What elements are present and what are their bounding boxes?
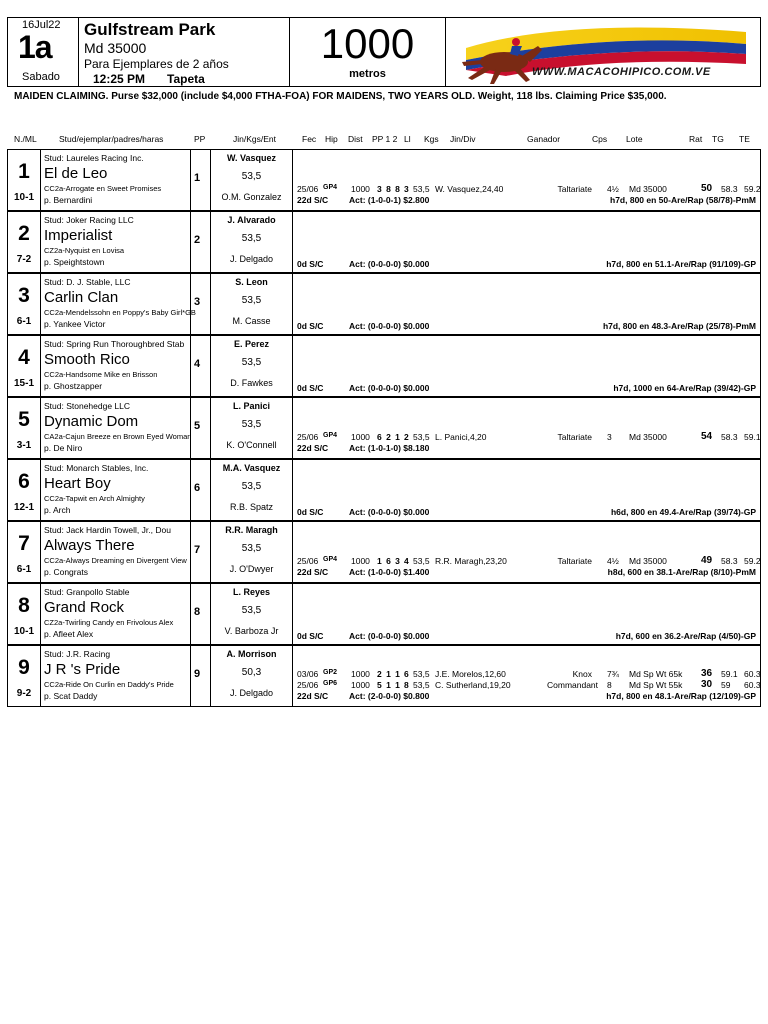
race-finish: 8 <box>404 680 409 690</box>
race-date: 25/06 <box>297 680 319 690</box>
jockey-cell <box>211 150 293 210</box>
past-performance-cell <box>293 646 760 706</box>
race-lote: Md 35000 <box>629 432 667 442</box>
summary-line <box>297 195 756 206</box>
col-kgs: Kgs <box>424 134 439 144</box>
stud-name: Stud: Laureles Racing Inc. <box>44 153 144 163</box>
pedigree: CC2a-Ride On Curlin en Daddy's Pride <box>44 680 174 689</box>
race-winner: Commandant <box>547 680 599 690</box>
horse-info-cell <box>41 460 191 520</box>
race-calls: 3 8 8 <box>377 184 401 194</box>
race-te: 59.1 <box>744 432 761 442</box>
breeder: p. Congrats <box>44 567 88 577</box>
horse-info-cell <box>41 584 191 644</box>
post-position-cell <box>191 212 211 272</box>
summary-line <box>297 631 756 642</box>
col-rat: Rat <box>689 134 703 144</box>
jockey-name: J. Alvarado <box>227 215 276 225</box>
race-cps: 7¾ <box>607 669 619 679</box>
race-number: 1a <box>18 29 52 65</box>
race-line <box>297 183 761 195</box>
jockey-name: R.R. Maragh <box>225 525 278 535</box>
post-position-cell <box>191 646 211 706</box>
weight-kgs: 53,5 <box>241 295 262 306</box>
pedigree: CZ2a-Nyquist en Lovisa <box>44 246 125 255</box>
past-performance-cell <box>293 150 760 210</box>
breeder: p. Bernardini <box>44 195 93 205</box>
summary-line <box>297 507 756 518</box>
weight-kgs: 53,5 <box>241 419 262 430</box>
days-off: 0d S/C <box>297 507 324 517</box>
post-position: 4 <box>194 358 201 370</box>
days-off: 22d S/C <box>297 691 329 701</box>
stud-name: Stud: Jack Hardin Towell, Jr., Dou <box>44 525 171 535</box>
horse-info-cell <box>41 150 191 210</box>
race-day: Sabado <box>22 71 60 83</box>
race-te: 60.3 <box>744 669 761 679</box>
race-date: 16Jul22 <box>22 19 61 31</box>
workout: h7d, 800 en 48.1-Are/Rap (12/109)-GP <box>606 691 756 701</box>
days-off: 0d S/C <box>297 321 324 331</box>
race-dist: 1000 <box>351 432 370 442</box>
race-kgs: 53,5 <box>413 432 430 442</box>
activity-record: Act: (1-0-1-0) $8.180 <box>349 443 430 453</box>
stud-name: Stud: Spring Run Thoroughbred Stab <box>44 339 185 349</box>
trainer-name: O.M. Gonzalez <box>221 192 282 202</box>
program-cell <box>8 646 41 706</box>
trainer-name: K. O'Connell <box>226 440 277 450</box>
days-off: 22d S/C <box>297 567 329 577</box>
program-cell <box>8 212 41 272</box>
activity-record: Act: (0-0-0-0) $0.000 <box>349 383 430 393</box>
summary-line <box>297 383 756 394</box>
race-te: 59.2 <box>744 556 761 566</box>
horse-name: El de Leo <box>44 165 108 182</box>
morning-line-odds: 9-2 <box>16 688 32 699</box>
horse-row <box>7 645 761 707</box>
post-position: 1 <box>194 172 201 184</box>
breeder: p. Afleet Alex <box>44 629 94 639</box>
past-performance-cell <box>293 522 760 582</box>
trainer-name: M. Casse <box>232 316 271 326</box>
logo-url: WWW.MACACOHIPICO.COM.VE <box>532 66 711 78</box>
days-off: 22d S/C <box>297 443 329 453</box>
weight-kgs: 53,5 <box>241 357 262 368</box>
race-calls: 2 1 1 <box>377 669 401 679</box>
col-cps: Cps <box>592 134 608 144</box>
race-dist: 1000 <box>351 680 370 690</box>
program-number: 9 <box>18 656 30 679</box>
race-tg: 59.1 <box>721 669 738 679</box>
summary-line <box>297 259 756 270</box>
race-tg: 58.3 <box>721 432 738 442</box>
race-dist: 1000 <box>351 556 370 566</box>
race-kgs: 53,5 <box>413 184 430 194</box>
col-winner: Ganador <box>527 134 561 144</box>
jockey-cell <box>211 212 293 272</box>
jockey-name: S. Leon <box>235 277 268 287</box>
col-ll: Ll <box>404 134 411 144</box>
race-cps: 4½ <box>607 556 619 566</box>
horse-info-cell <box>41 646 191 706</box>
horse-row <box>7 335 761 397</box>
past-performance-cell <box>293 274 760 334</box>
post-position: 5 <box>194 420 201 432</box>
race-winner: Taltariate <box>557 184 592 194</box>
pedigree: CC2a-Handsome Mike en Brisson <box>44 370 158 379</box>
race-track: GP6 <box>323 680 338 687</box>
trainer-name: V. Barboza Jr <box>224 626 279 636</box>
post-position-cell <box>191 522 211 582</box>
race-kgs: 53,5 <box>413 556 430 566</box>
morning-line-odds: 6-1 <box>16 316 32 327</box>
post-position-cell <box>191 336 211 396</box>
program-number: 1 <box>18 160 30 183</box>
workout: h7d, 800 en 51.1-Are/Rap (91/109)-GP <box>606 259 756 269</box>
horse-name: Always There <box>44 537 135 554</box>
breeder: p. De Niro <box>44 443 83 453</box>
program-number: 6 <box>18 470 30 493</box>
race-cps: 8 <box>607 680 612 690</box>
col-jin-div: Jin/Div <box>450 134 476 144</box>
program-number: 2 <box>18 222 30 245</box>
race-lote: Md 35000 <box>629 556 667 566</box>
program-number: 3 <box>18 284 30 307</box>
workout: h8d, 600 en 38.1-Are/Rap (8/10)-PmM <box>607 567 756 577</box>
horse-info-cell <box>41 522 191 582</box>
race-calls: 5 1 1 <box>377 680 401 690</box>
horse-info-cell <box>41 398 191 458</box>
morning-line-odds: 12-1 <box>13 502 34 513</box>
trainer-name: R.B. Spatz <box>229 502 274 512</box>
race-winner: Taltariate <box>557 432 592 442</box>
jockey-name: E. Perez <box>233 339 270 349</box>
race-jockey-div: W. Vasquez,24,40 <box>435 184 504 194</box>
trainer-name: J. Delgado <box>229 254 274 264</box>
race-rat: 50 <box>701 183 713 194</box>
race-cps: 3 <box>607 432 612 442</box>
activity-record: Act: (0-0-0-0) $0.000 <box>349 631 430 641</box>
pedigree: CA2a-Cajun Breeze en Brown Eyed Woman <box>44 432 192 441</box>
program-cell <box>8 522 41 582</box>
activity-record: Act: (1-0-0-1) $2.800 <box>349 195 430 205</box>
race-line <box>297 431 761 443</box>
jockey-cell <box>211 336 293 396</box>
jockey-cell <box>211 460 293 520</box>
days-off: 22d S/C <box>297 195 329 205</box>
workout: h6d, 800 en 49.4-Are/Rap (39/74)-GP <box>610 507 756 517</box>
post-position-cell <box>191 460 211 520</box>
past-performance-cell <box>293 398 760 458</box>
post-position-cell <box>191 398 211 458</box>
race-info-cell <box>79 18 290 86</box>
horse-name: J R 's Pride <box>44 661 121 678</box>
weight-kgs: 53,5 <box>241 171 262 182</box>
col-lote: Lote <box>626 134 643 144</box>
race-conditions: Para Ejemplares de 2 años <box>84 57 229 71</box>
race-track: GP4 <box>323 556 338 563</box>
col-te: TE <box>739 134 750 144</box>
workout: h7d, 800 en 48.3-Are/Rap (25/78)-PmM <box>602 321 756 331</box>
jockey-cell <box>211 522 293 582</box>
post-position: 9 <box>194 668 201 680</box>
claiming-level: Md 35000 <box>84 40 147 56</box>
workout: h7d, 800 en 50-Are/Rap (58/78)-PmM <box>610 195 756 205</box>
weight-kgs: 50,3 <box>241 667 262 678</box>
race-description: MAIDEN CLAIMING. Purse $32,000 (include $4,000 FTHA-FOA) FOR MAIDENS, TWO YEARS OLD. Weight, 118 lbs. Claiming Price $35,000. <box>14 91 667 102</box>
stud-name: Stud: Monarch Stables, Inc. <box>44 463 149 473</box>
race-dist: 1000 <box>351 184 370 194</box>
race-lote: Md Sp Wt 65k <box>629 669 683 679</box>
horse-row <box>7 521 761 583</box>
race-id-cell <box>8 18 79 86</box>
past-performance-cell <box>293 336 760 396</box>
horse-row <box>7 211 761 273</box>
horse-name: Dynamic Dom <box>44 413 139 430</box>
stud-name: Stud: Stonehedge LLC <box>44 401 131 411</box>
program-number: 7 <box>18 532 30 555</box>
breeder: p. Speightstown <box>44 257 105 267</box>
pedigree: CC2a-Mendelssohn en Poppy's Baby Girl*GB <box>44 308 196 317</box>
past-performance-cell <box>293 212 760 272</box>
post-position: 7 <box>194 544 201 556</box>
race-kgs: 53,5 <box>413 669 430 679</box>
program-cell <box>8 460 41 520</box>
race-finish: 4 <box>404 556 409 566</box>
program-cell <box>8 150 41 210</box>
jockey-name: L. Reyes <box>232 587 271 597</box>
col-num-ml: N./ML <box>14 134 37 144</box>
program-cell <box>8 274 41 334</box>
summary-line <box>297 321 756 332</box>
race-kgs: 53,5 <box>413 680 430 690</box>
weight-kgs: 53,5 <box>241 605 262 616</box>
col-tg: TG <box>712 134 724 144</box>
logo-cell <box>446 18 760 86</box>
race-finish: 2 <box>404 432 409 442</box>
race-date: 25/06 <box>297 556 319 566</box>
program-cell <box>8 336 41 396</box>
workout: h7d, 600 en 36.2-Are/Rap (4/50)-GP <box>615 631 756 641</box>
race-tg: 59 <box>721 680 731 690</box>
race-dist: 1000 <box>351 669 370 679</box>
jockey-cell <box>211 646 293 706</box>
jockey-cell <box>211 398 293 458</box>
program-number: 8 <box>18 594 30 617</box>
trainer-name: D. Fawkes <box>230 378 273 388</box>
col-dist: Dist <box>348 134 363 144</box>
jockey-name: M.A. Vasquez <box>222 463 281 473</box>
horse-info-cell <box>41 274 196 334</box>
surface: Tapeta <box>167 72 205 86</box>
post-position-cell <box>191 584 211 644</box>
horse-row <box>7 149 761 211</box>
program-cell <box>8 398 41 458</box>
activity-record: Act: (0-0-0-0) $0.000 <box>349 321 430 331</box>
weight-kgs: 53,5 <box>241 233 262 244</box>
race-tg: 58.3 <box>721 184 738 194</box>
col-fec: Fec <box>302 134 317 144</box>
days-off: 0d S/C <box>297 383 324 393</box>
race-jockey-div: J.E. Morelos,12,60 <box>435 669 506 679</box>
race-jockey-div: C. Sutherland,19,20 <box>435 680 511 690</box>
col-hip: Hip <box>325 134 338 144</box>
stud-name: Stud: J.R. Racing <box>44 649 111 659</box>
activity-record: Act: (1-0-0-0) $1.400 <box>349 567 430 577</box>
summary-line <box>297 443 756 454</box>
post-position-cell <box>191 274 211 334</box>
race-winner: Taltariate <box>557 556 592 566</box>
distance-unit: metros <box>349 68 386 80</box>
pedigree: CC2a-Arrogate en Sweet Promises <box>44 184 162 193</box>
stud-name: Stud: Joker Racing LLC <box>44 215 134 225</box>
race-lote: Md 35000 <box>629 184 667 194</box>
race-line <box>297 679 761 691</box>
stud-name: Stud: Granpollo Stable <box>44 587 130 597</box>
pedigree: CC2a-Tapwit en Arch Almighty <box>44 494 145 503</box>
past-performance-cell <box>293 584 760 644</box>
race-rat: 30 <box>701 679 713 690</box>
morning-line-odds: 15-1 <box>13 378 34 389</box>
race-rat: 54 <box>701 431 713 442</box>
track-name: Gulfstream Park <box>84 20 216 39</box>
stud-name: Stud: D. J. Stable, LLC <box>44 277 131 287</box>
jockey-name: W. Vasquez <box>226 153 277 163</box>
morning-line-odds: 7-2 <box>16 254 32 265</box>
race-jockey-div: R.R. Maragh,23,20 <box>435 556 507 566</box>
jockey-name: A. Morrison <box>226 649 277 659</box>
post-position: 6 <box>194 482 201 494</box>
race-finish: 3 <box>404 184 409 194</box>
pedigree: CZ2a-Twirling Candy en Frivolous Alex <box>44 618 174 627</box>
trainer-name: J. O'Dwyer <box>229 564 274 574</box>
race-date: 25/06 <box>297 432 319 442</box>
horse-row <box>7 583 761 645</box>
race-line <box>297 555 761 567</box>
race-finish: 6 <box>404 669 409 679</box>
distance-cell <box>290 18 446 86</box>
race-winner: Knox <box>572 669 592 679</box>
pedigree: CC2a-Always Dreaming en Divergent View <box>44 556 187 565</box>
jockey-cell <box>211 274 293 334</box>
race-rat: 36 <box>701 668 713 679</box>
post-position: 3 <box>194 296 201 308</box>
horse-name: Imperialist <box>44 227 113 244</box>
horse-info-cell <box>41 336 191 396</box>
post-position-cell <box>191 150 211 210</box>
horse-name: Carlin Clan <box>44 289 119 306</box>
morning-line-odds: 10-1 <box>13 626 34 637</box>
race-header <box>7 17 761 87</box>
race-distance: 1000 <box>320 20 415 67</box>
morning-line-odds: 6-1 <box>16 564 32 575</box>
breeder: p. Yankee Victor <box>44 319 106 329</box>
race-date: 25/06 <box>297 184 319 194</box>
race-date: 03/06 <box>297 669 319 679</box>
horse-row <box>7 397 761 459</box>
morning-line-odds: 3-1 <box>16 440 32 451</box>
trainer-name: J. Delgado <box>229 688 274 698</box>
col-pp-calls: PP 1 2 <box>372 134 398 144</box>
race-cps: 4½ <box>607 184 619 194</box>
activity-record: Act: (0-0-0-0) $0.000 <box>349 259 430 269</box>
morning-line-odds: 10-1 <box>13 192 34 203</box>
days-off: 0d S/C <box>297 259 324 269</box>
horse-row <box>7 459 761 521</box>
program-cell <box>8 584 41 644</box>
col-pp: PP <box>194 134 206 144</box>
col-stud: Stud/ejemplar/padres/haras <box>59 134 164 144</box>
race-jockey-div: L. Panici,4,20 <box>435 432 487 442</box>
breeder: p. Ghostzapper <box>44 381 103 391</box>
weight-kgs: 53,5 <box>241 481 262 492</box>
summary-line <box>297 567 756 578</box>
horse-info-cell <box>41 212 191 272</box>
race-track: GP2 <box>323 669 338 676</box>
breeder: p. Scat Daddy <box>44 691 98 701</box>
race-calls: 6 2 1 <box>377 432 401 442</box>
race-rat: 49 <box>701 555 713 566</box>
race-track: GP4 <box>323 184 338 191</box>
workout: h7d, 1000 en 64-Are/Rap (39/42)-GP <box>613 383 756 393</box>
race-te: 59.2 <box>744 184 761 194</box>
race-lote: Md Sp Wt 55k <box>629 680 683 690</box>
breeder: p. Arch <box>44 505 71 515</box>
col-jkt: Jin/Kgs/Ent <box>233 134 276 144</box>
race-calls: 1 6 3 <box>377 556 401 566</box>
race-line <box>297 668 761 680</box>
horse-name: Smooth Rico <box>44 351 130 368</box>
horse-name: Grand Rock <box>44 599 125 616</box>
weight-kgs: 53,5 <box>241 543 262 554</box>
activity-record: Act: (2-0-0-0) $0.800 <box>349 691 430 701</box>
past-performance-cell <box>293 460 760 520</box>
horse-name: Heart Boy <box>44 475 111 492</box>
program-number: 4 <box>18 346 30 369</box>
summary-line <box>297 691 756 702</box>
race-tg: 58.3 <box>721 556 738 566</box>
post-time: 12:25 PM <box>93 72 146 86</box>
jockey-cell <box>211 584 293 644</box>
days-off: 0d S/C <box>297 631 324 641</box>
race-te: 60.3 <box>744 680 761 690</box>
post-position: 8 <box>194 606 201 618</box>
horse-row <box>7 273 761 335</box>
post-position: 2 <box>194 234 201 246</box>
jockey-name: L. Panici <box>232 401 270 411</box>
program-number: 5 <box>18 408 30 431</box>
race-track: GP4 <box>323 432 338 439</box>
activity-record: Act: (0-0-0-0) $0.000 <box>349 507 430 517</box>
